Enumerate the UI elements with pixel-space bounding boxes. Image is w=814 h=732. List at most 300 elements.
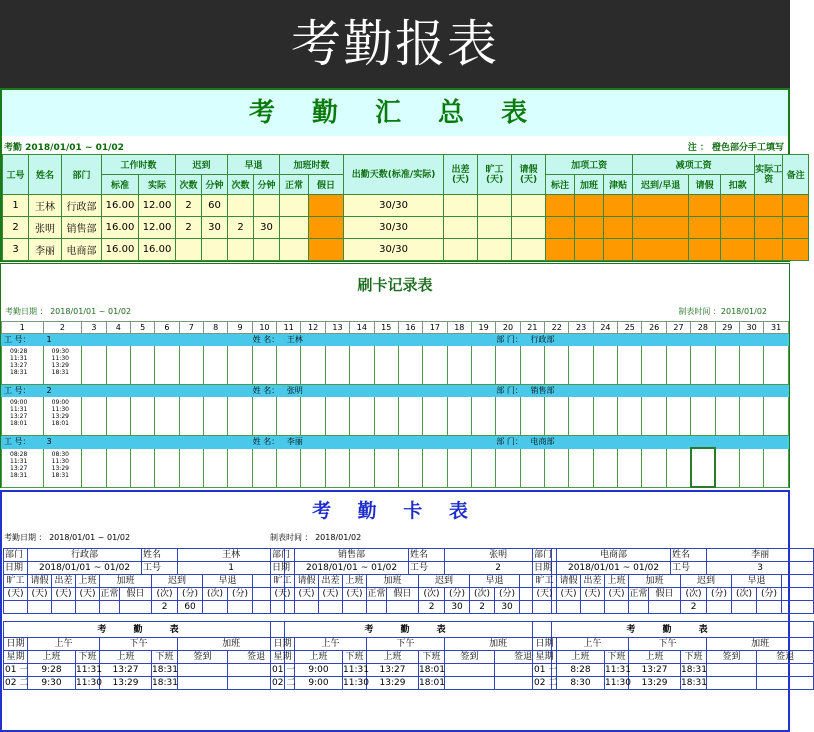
- card-day: 01 一: [272, 665, 296, 675]
- cell[interactable]: [478, 195, 512, 217]
- cell[interactable]: [755, 239, 783, 261]
- card-cell: 签退: [228, 651, 285, 664]
- cell-late-min[interactable]: 30: [202, 217, 228, 239]
- card-cell: 上班: [76, 575, 100, 588]
- card-cell: 旷工: [533, 575, 557, 588]
- punch-cell[interactable]: [277, 397, 301, 436]
- punch-cell[interactable]: [764, 448, 789, 487]
- punch-cell[interactable]: [325, 397, 349, 436]
- day-number: 16: [398, 322, 422, 334]
- cell[interactable]: [512, 239, 546, 261]
- cell[interactable]: [721, 239, 755, 261]
- punch-cell[interactable]: [764, 397, 789, 436]
- punch-cell[interactable]: [398, 346, 422, 385]
- header-cell: 迟到/早退: [633, 175, 689, 195]
- cell[interactable]: [575, 195, 604, 217]
- employee-no: 工 号： 3: [2, 436, 107, 449]
- punch-cell[interactable]: [325, 448, 349, 487]
- card-cell: 18:01: [419, 678, 445, 688]
- header-cell: 迟到: [176, 155, 228, 175]
- header-cell: 实际工资: [755, 155, 783, 195]
- card-cell: 11:30: [76, 678, 102, 688]
- card-cell: (天): [52, 588, 76, 601]
- punch-cell[interactable]: [277, 448, 301, 487]
- punch-cell[interactable]: [130, 397, 154, 436]
- punch-cell[interactable]: [691, 397, 715, 436]
- header-cell: 请假: [689, 175, 721, 195]
- cell-name[interactable]: 李丽: [29, 239, 62, 261]
- header-cell: 姓名: [29, 155, 62, 195]
- header-cell: 出勤天数(标准/实际): [344, 155, 444, 195]
- cell-early-min[interactable]: [254, 195, 280, 217]
- card-cell: (天): [557, 588, 581, 601]
- cell-late-count[interactable]: [176, 239, 202, 261]
- card-cell: (天): [28, 588, 52, 601]
- card-cell: 18:01: [419, 665, 445, 675]
- punch-cell[interactable]: [618, 397, 642, 436]
- punch-cell[interactable]: [228, 346, 252, 385]
- day-number: 22: [545, 322, 569, 334]
- card-date: 2018/01/01 ~ 01/02: [557, 562, 671, 575]
- cell[interactable]: [783, 217, 809, 239]
- cell[interactable]: [575, 239, 604, 261]
- cell-late-count[interactable]: 2: [176, 217, 202, 239]
- punch-cell[interactable]: [496, 397, 520, 436]
- punch-cell[interactable]: [204, 346, 228, 385]
- punch-cell[interactable]: [301, 448, 325, 487]
- card-cell: 加班: [367, 575, 419, 588]
- cell-ot-holiday[interactable]: [309, 217, 344, 239]
- cell[interactable]: [478, 217, 512, 239]
- day-number: 6: [155, 322, 179, 334]
- punch-cell[interactable]: [569, 448, 593, 487]
- card-cell: (分): [445, 588, 470, 601]
- card-cell: 星期: [4, 651, 28, 664]
- punch-cell[interactable]: [106, 346, 130, 385]
- cell-no[interactable]: 2: [3, 217, 29, 239]
- card-cell: 签到: [707, 651, 757, 664]
- cell-act[interactable]: 16.00: [139, 239, 176, 261]
- card-cell: 下班: [605, 651, 629, 664]
- card-cell: 早退: [203, 575, 253, 588]
- card-cell: (天): [271, 588, 295, 601]
- cell-dept[interactable]: 销售部: [62, 217, 102, 239]
- cell[interactable]: [575, 217, 604, 239]
- punch-cell[interactable]: [301, 397, 325, 436]
- cell-name[interactable]: 王林: [29, 195, 62, 217]
- cell-dept[interactable]: 电商部: [62, 239, 102, 261]
- card-cell: 上班: [557, 651, 605, 664]
- punch-cell[interactable]: [106, 448, 130, 487]
- cell[interactable]: [604, 217, 633, 239]
- card-cell: 迟到: [681, 575, 732, 588]
- punch-cell[interactable]: [155, 397, 179, 436]
- cell-ot-normal[interactable]: [280, 217, 309, 239]
- punch-cell[interactable]: [130, 448, 154, 487]
- card-name: 李丽: [707, 549, 814, 562]
- cell[interactable]: [604, 195, 633, 217]
- card-cell: 姓名: [409, 549, 445, 562]
- card-cell: 加班: [178, 638, 285, 651]
- cell-late-count[interactable]: 2: [176, 195, 202, 217]
- cell[interactable]: [633, 217, 689, 239]
- card-cell: 下班: [419, 651, 445, 664]
- punch-cell[interactable]: [520, 346, 544, 385]
- card-cell: (天): [581, 588, 605, 601]
- card-cell: 下午: [100, 638, 178, 651]
- employee-bar: [2, 436, 789, 449]
- header-cell: 工作时数: [102, 155, 176, 175]
- card-cell: 假日: [649, 588, 681, 601]
- card-cell: 下午: [629, 638, 707, 651]
- cell[interactable]: [721, 217, 755, 239]
- cell[interactable]: [546, 217, 575, 239]
- cell[interactable]: [633, 239, 689, 261]
- header-cell: 工号: [3, 155, 29, 195]
- card-cell: 18:31: [152, 665, 178, 675]
- cell[interactable]: [783, 195, 809, 217]
- card-cell: 日期: [271, 562, 295, 575]
- card-dept: 行政部: [28, 549, 142, 562]
- cell-ot-holiday[interactable]: [309, 239, 344, 261]
- punch-row: [2, 397, 789, 436]
- punch-cell[interactable]: [82, 397, 106, 436]
- cell[interactable]: [512, 217, 546, 239]
- cell-days[interactable]: 30/30: [344, 195, 444, 217]
- swipe-period: 考勤日期 ： 2018/01/01 ~ 01/02: [5, 307, 132, 316]
- punch-cell[interactable]: [666, 346, 690, 385]
- cell[interactable]: [689, 217, 721, 239]
- punch-cell[interactable]: [545, 346, 569, 385]
- cell-no[interactable]: 3: [3, 239, 29, 261]
- punch-cell[interactable]: [715, 397, 739, 436]
- cell-ot-holiday[interactable]: [309, 195, 344, 217]
- punch-cell[interactable]: [691, 346, 715, 385]
- cell-early-count[interactable]: 2: [228, 217, 254, 239]
- cell-name[interactable]: 张明: [29, 217, 62, 239]
- summary-sheet: [0, 88, 805, 262]
- punch-cell[interactable]: 08:28 11:31 13:27 18:31: [2, 448, 44, 487]
- punch-cell[interactable]: [471, 397, 495, 436]
- card-cell: (天): [76, 588, 100, 601]
- punch-cell[interactable]: [252, 397, 276, 436]
- day-number: 15: [374, 322, 398, 334]
- day-number: 11: [277, 322, 301, 334]
- card-cell: 11:30: [605, 678, 631, 688]
- punch-cell[interactable]: [252, 448, 276, 487]
- punch-cell[interactable]: [82, 448, 106, 487]
- cell-late-min[interactable]: 60: [202, 195, 228, 217]
- card-cell: (分): [228, 588, 253, 601]
- punch-cell[interactable]: [739, 397, 763, 436]
- cell[interactable]: [755, 195, 783, 217]
- punch-cell[interactable]: [520, 448, 544, 487]
- card-cell: 请假: [295, 575, 319, 588]
- header-cell: 标注: [546, 175, 575, 195]
- card-cell: (天): [605, 588, 629, 601]
- punch-cell[interactable]: [471, 448, 495, 487]
- card-cell: 上班: [605, 575, 629, 588]
- card-cell: 签到: [178, 651, 228, 664]
- punch-cell[interactable]: [374, 448, 398, 487]
- punch-cell[interactable]: [447, 448, 471, 487]
- card-cell: 部门: [533, 549, 557, 562]
- card-cell: 上午: [295, 638, 367, 651]
- cell[interactable]: [755, 217, 783, 239]
- cell-early-count[interactable]: [228, 239, 254, 261]
- card-cell: [757, 601, 782, 614]
- day-number: 19: [471, 322, 495, 334]
- card-row: [533, 664, 814, 677]
- punch-cell[interactable]: [569, 346, 593, 385]
- swipe-made-time: 制表时间 ：2018/01/02: [678, 307, 767, 316]
- punch-cell[interactable]: [520, 397, 544, 436]
- cell[interactable]: [478, 239, 512, 261]
- punch-cell[interactable]: [593, 346, 617, 385]
- cell-dept[interactable]: 行政部: [62, 195, 102, 217]
- card-cell: 上班: [629, 651, 681, 664]
- day-number: 1: [2, 322, 44, 334]
- punch-cell[interactable]: [204, 448, 228, 487]
- card-date: 2018/01/01 ~ 01/02: [28, 562, 142, 575]
- punch-cell[interactable]: [204, 397, 228, 436]
- punch-cell[interactable]: 09:00 11:30 13:29 18:01: [43, 397, 82, 436]
- punch-cell[interactable]: [130, 346, 154, 385]
- employee-bar: [2, 385, 789, 397]
- punch-cell[interactable]: [179, 448, 203, 487]
- header-cell: 扣款: [721, 175, 755, 195]
- punch-cell[interactable]: [593, 397, 617, 436]
- day-number: 31: [764, 322, 789, 334]
- punch-cell[interactable]: [715, 346, 739, 385]
- card-cell: 星期: [271, 651, 295, 664]
- punch-cell[interactable]: [350, 346, 374, 385]
- punch-cell[interactable]: [179, 397, 203, 436]
- card-cell: 上午: [28, 638, 100, 651]
- cell-days[interactable]: 30/30: [344, 217, 444, 239]
- card-cell: (天): [533, 588, 557, 601]
- card-cell: 姓名: [671, 549, 707, 562]
- cell-ot-normal[interactable]: [280, 239, 309, 261]
- employee-bar: [2, 334, 789, 346]
- cell[interactable]: [512, 195, 546, 217]
- card-cell: 旷工: [271, 575, 295, 588]
- card-cell: 出差: [52, 575, 76, 588]
- cell-late-min[interactable]: [202, 239, 228, 261]
- punch-cell[interactable]: 09:28 11:31 13:27 18:31: [2, 346, 44, 385]
- punch-cell[interactable]: [618, 346, 642, 385]
- card-cell: (分): [178, 588, 203, 601]
- punch-cell[interactable]: [447, 397, 471, 436]
- card-cell: 下班: [76, 651, 100, 664]
- punch-cell[interactable]: [666, 448, 690, 487]
- cell-days[interactable]: 30/30: [344, 239, 444, 261]
- punch-cell[interactable]: [593, 448, 617, 487]
- day-number: 9: [228, 322, 252, 334]
- punch-cell[interactable]: [447, 346, 471, 385]
- cell[interactable]: [604, 239, 633, 261]
- header-cell: 减项工资: [633, 155, 755, 175]
- punch-cell[interactable]: [325, 346, 349, 385]
- attendance-card: [3, 548, 285, 690]
- header-cell: 津贴: [604, 175, 633, 195]
- cell[interactable]: [546, 195, 575, 217]
- card-cell: 2: [419, 601, 445, 614]
- punch-cell[interactable]: [423, 448, 447, 487]
- card-cell: 下午: [367, 638, 445, 651]
- card-cell: (次): [470, 588, 495, 601]
- cell[interactable]: [689, 195, 721, 217]
- card-cell: [732, 601, 757, 614]
- card-cell: 加班: [100, 575, 152, 588]
- employee-name: 姓 名： 王林: [252, 334, 496, 346]
- header-cell: 实际: [139, 175, 176, 195]
- punch-cell[interactable]: [155, 448, 179, 487]
- cell-std[interactable]: 16.00: [102, 217, 139, 239]
- summary-period: 考勤 2018/01/01 ~ 01/02: [4, 143, 124, 153]
- card-cell: 日期: [4, 638, 28, 651]
- punch-cell[interactable]: [739, 448, 763, 487]
- card-cell: 出差: [581, 575, 605, 588]
- punch-cell[interactable]: [545, 397, 569, 436]
- card-cell: 上班: [367, 651, 419, 664]
- punch-cell[interactable]: [374, 397, 398, 436]
- cell[interactable]: [444, 195, 478, 217]
- punch-cell[interactable]: [398, 448, 422, 487]
- cell[interactable]: [546, 239, 575, 261]
- card-cell: 日期: [533, 638, 557, 651]
- cell-early-count[interactable]: [228, 195, 254, 217]
- punch-cell[interactable]: [496, 346, 520, 385]
- card-cell: 早退: [470, 575, 520, 588]
- punch-cell[interactable]: [350, 448, 374, 487]
- card-cell: 工号: [142, 562, 178, 575]
- punch-cell[interactable]: [691, 448, 715, 487]
- card-cell: 正常: [367, 589, 386, 599]
- card-day: 02 二: [5, 678, 29, 688]
- punch-cell[interactable]: [374, 346, 398, 385]
- employee-no: 工 号： 2: [2, 385, 107, 397]
- day-number: 12: [301, 322, 325, 334]
- cell-no[interactable]: 1: [3, 195, 29, 217]
- punch-cell[interactable]: 08:30 11:30 13:29 18:31: [43, 448, 82, 487]
- punch-cell[interactable]: [642, 448, 666, 487]
- punch-cell[interactable]: [666, 397, 690, 436]
- card-dept: 电商部: [557, 549, 671, 562]
- card-cell: 2: [470, 601, 495, 614]
- card-cell: 早退: [732, 575, 782, 588]
- header-cell: 部门: [62, 155, 102, 195]
- card-cell: 8:30: [557, 677, 605, 690]
- punch-cell[interactable]: [179, 346, 203, 385]
- punch-cell[interactable]: [618, 448, 642, 487]
- card-cell: 上午: [557, 638, 629, 651]
- punch-cell[interactable]: [569, 397, 593, 436]
- punch-cell[interactable]: [496, 448, 520, 487]
- cell-act[interactable]: 12.00: [139, 217, 176, 239]
- punch-cell[interactable]: [228, 448, 252, 487]
- header-cell: 假日: [309, 175, 344, 195]
- cell[interactable]: [633, 195, 689, 217]
- summary-table: [2, 154, 809, 261]
- punch-cell[interactable]: [106, 397, 130, 436]
- punch-cell[interactable]: [715, 448, 739, 487]
- card-cell: 下班: [681, 651, 707, 664]
- card-cell: (分): [707, 588, 732, 601]
- punch-cell[interactable]: [277, 346, 301, 385]
- card-cell: 9:00: [295, 664, 343, 677]
- card-cell: 13:27: [100, 664, 152, 677]
- cell[interactable]: [444, 239, 478, 261]
- employee-no: 工 号： 1: [2, 334, 107, 346]
- punch-cell[interactable]: [545, 448, 569, 487]
- punch-cell[interactable]: [739, 346, 763, 385]
- card-cell: 30: [445, 601, 470, 614]
- card-cell: (分): [757, 588, 782, 601]
- punch-cell[interactable]: 09:00 11:31 13:27 18:01: [2, 397, 44, 436]
- header-cell: 次数: [228, 175, 254, 195]
- punch-cell[interactable]: [642, 346, 666, 385]
- cell[interactable]: [721, 195, 755, 217]
- card-cell: 9:30: [28, 677, 76, 690]
- punch-cell[interactable]: [155, 346, 179, 385]
- punch-cell[interactable]: [228, 397, 252, 436]
- cell-ot-normal[interactable]: [280, 195, 309, 217]
- day-number: 30: [739, 322, 763, 334]
- punch-cell[interactable]: [764, 346, 789, 385]
- card-row: [4, 664, 285, 677]
- punch-cell[interactable]: [82, 346, 106, 385]
- card-day: 01 一: [534, 665, 558, 675]
- card-cell: 11:31: [605, 665, 631, 675]
- cell[interactable]: [689, 239, 721, 261]
- card-title: 考 勤 卡 表: [312, 500, 478, 522]
- punch-cell[interactable]: [398, 397, 422, 436]
- day-number: 21: [520, 322, 544, 334]
- card-cell: 日期: [4, 562, 28, 575]
- card-date: 2018/01/01 ~ 01/02: [295, 562, 409, 575]
- card-cell: 加班: [707, 638, 814, 651]
- cell-std[interactable]: 16.00: [102, 239, 139, 261]
- card-cell: (天): [295, 588, 319, 601]
- cell-early-min[interactable]: 30: [254, 217, 280, 239]
- day-number: 13: [325, 322, 349, 334]
- punch-cell[interactable]: [471, 346, 495, 385]
- punch-cell[interactable]: [252, 346, 276, 385]
- cell[interactable]: [444, 217, 478, 239]
- cell-std[interactable]: 16.00: [102, 195, 139, 217]
- card-period: 考勤日期 ： 2018/01/01 ~ 01/02: [4, 533, 131, 542]
- employee-dept: 部 门： 销售部: [496, 385, 789, 397]
- punch-cell[interactable]: [423, 397, 447, 436]
- cell-early-min[interactable]: [254, 239, 280, 261]
- card-cell: 下班: [152, 651, 178, 664]
- cell-act[interactable]: 12.00: [139, 195, 176, 217]
- card-sheet: [0, 490, 795, 732]
- cell[interactable]: [783, 239, 809, 261]
- employee-name: 姓 名： 李丽: [252, 436, 496, 449]
- card-cell: 正常: [629, 589, 648, 599]
- punch-cell[interactable]: 09:30 11:30 13:29 18:31: [43, 346, 82, 385]
- punch-cell[interactable]: [642, 397, 666, 436]
- punch-cell[interactable]: [350, 397, 374, 436]
- table-row: [3, 217, 809, 239]
- day-number: 14: [350, 322, 374, 334]
- punch-cell[interactable]: [423, 346, 447, 385]
- punch-cell[interactable]: [301, 346, 325, 385]
- card-cell: 18:31: [681, 678, 707, 688]
- header-cell: 旷工(天): [478, 155, 512, 195]
